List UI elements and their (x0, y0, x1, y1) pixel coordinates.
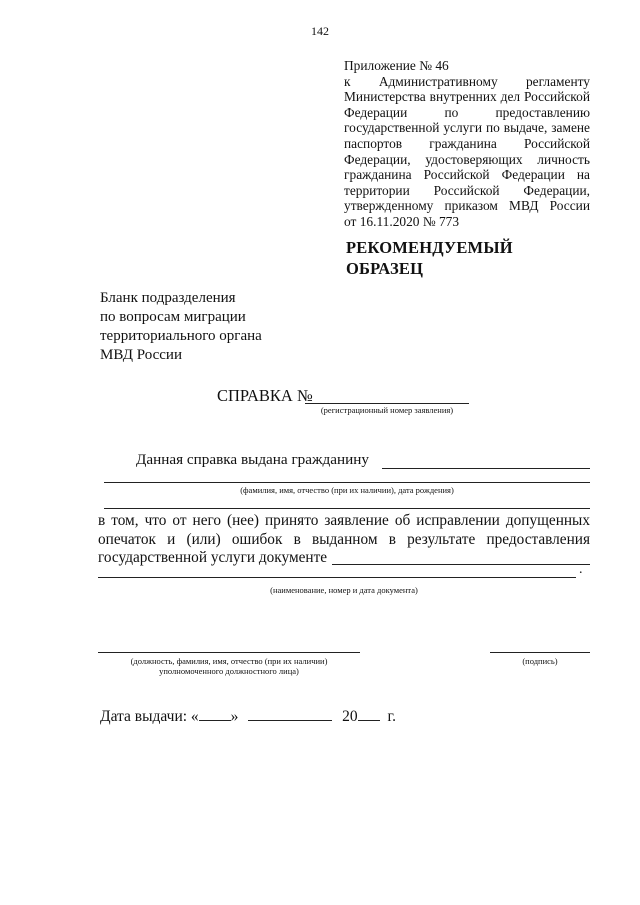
issued-to-label: Данная справка выдана гражданину (136, 451, 369, 468)
sender-line: Бланк подразделения (100, 290, 236, 306)
issue-date-label: Дата выдачи: « (100, 708, 199, 725)
document-name-field[interactable] (332, 564, 590, 565)
appendix-line: Федерации по предоставлению (344, 104, 590, 120)
issue-date-close-quote: » (230, 708, 239, 725)
appendix-line: от 16.11.2020 № 773 (344, 213, 460, 229)
signature-caption: (подпись) (522, 656, 558, 666)
statement-line: опечаток и (или) ошибок в выданном в результате предоставления (98, 530, 590, 548)
issue-year-field[interactable] (358, 719, 380, 721)
official-signature-line[interactable] (98, 652, 360, 653)
official-caption-line: (должность, фамилия, имя, отчество (при их наличии) (130, 656, 328, 666)
appendix-title: Приложение № 46 (344, 58, 449, 73)
official-caption (98, 656, 360, 676)
sender-line: территориального органа (100, 328, 262, 344)
appendix-header (344, 58, 590, 230)
certificate-number-field[interactable] (305, 403, 469, 404)
certificate-title: СПРАВКА № (217, 386, 313, 405)
issue-date-century: 20 (342, 708, 358, 725)
certificate-number-caption: (регистрационный номер заявления) (320, 405, 454, 415)
issue-date-year-suffix: г. (387, 708, 397, 725)
citizen-name-field-line2[interactable] (104, 482, 590, 483)
appendix-line: Федерации, удостоверяющих личность (344, 151, 590, 167)
document-name-field-line2[interactable] (98, 577, 576, 578)
sender-line: МВД России (100, 347, 182, 363)
appendix-line: территории Российской Федерации, (344, 182, 590, 198)
citizen-name-field[interactable] (382, 468, 590, 469)
statement-line: в том, что от него (нее) принято заявление об исправлении допущенных (98, 512, 590, 529)
issue-day-field[interactable] (199, 719, 231, 721)
issue-date (100, 708, 396, 726)
citizen-name-field-line3[interactable] (104, 508, 590, 509)
issue-month-field[interactable] (248, 719, 332, 721)
appendix-line: государственной услуги по выдаче, замене (344, 120, 590, 136)
page-number: 142 (311, 24, 329, 38)
official-caption-line: уполномоченного должностного лица) (159, 666, 299, 676)
signature-line[interactable] (490, 652, 590, 653)
appendix-line: паспортов гражданина Российской (344, 135, 590, 151)
statement-end-mark: . (579, 562, 583, 577)
sender-line: по вопросам миграции (100, 309, 246, 325)
sender-block (100, 289, 262, 365)
statement-line: государственной услуги документе (98, 549, 328, 566)
appendix-line: утвержденному приказом МВД России (344, 198, 590, 214)
appendix-line: к Административному регламенту (344, 73, 590, 89)
sample-label-line: ОБРАЗЕЦ (346, 259, 424, 278)
appendix-line: гражданина Российской Федерации на (344, 167, 590, 183)
statement-text (98, 512, 590, 568)
citizen-caption: (фамилия, имя, отчество (при их наличии), дата рождения) (240, 485, 454, 495)
document-caption: (наименование, номер и дата документа) (270, 585, 418, 595)
appendix-line: Министерства внутренних дел Российской (344, 89, 590, 105)
recommended-sample-label (346, 237, 513, 279)
sample-label-line: РЕКОМЕНДУЕМЫЙ (346, 238, 513, 257)
